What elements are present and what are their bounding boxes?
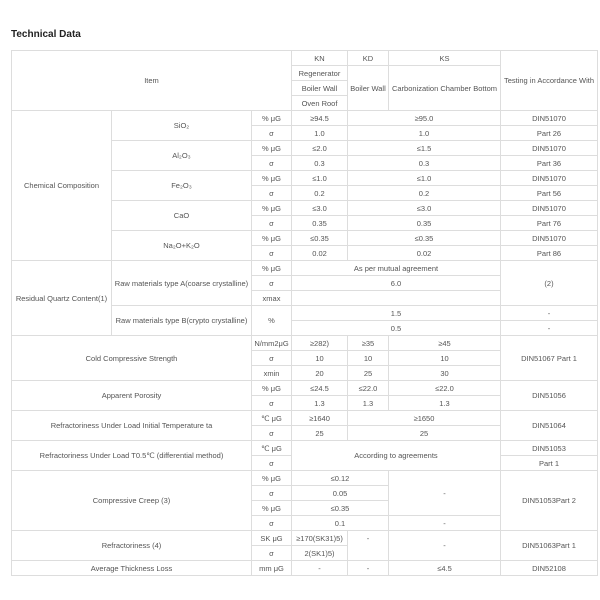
kd-value: ≥35 <box>348 336 389 351</box>
value <box>292 291 501 306</box>
oxide-name: Na₂O+K₂O <box>112 231 252 261</box>
ks-value: ≤4.5 <box>389 561 501 576</box>
kn-kd-value: ≤0.35 <box>292 501 389 516</box>
test-standard: Part 36 <box>501 156 598 171</box>
section-label: Cold Compressive Strength <box>12 336 252 381</box>
unit: xmin <box>252 366 292 381</box>
kn-value: ≤2.0 <box>292 141 348 156</box>
ks-value: 10 <box>389 351 501 366</box>
ks-value: - <box>389 516 501 531</box>
unit: σ <box>252 276 292 291</box>
kn-value: 2(SK1)5) <box>292 546 348 561</box>
section-label: Refractoriness (4) <box>12 531 252 561</box>
kn-value: 0.2 <box>292 186 348 201</box>
unit: % μG <box>252 201 292 216</box>
kn-value: ≥282) <box>292 336 348 351</box>
test-standard: - <box>501 321 598 336</box>
kn-value: 20 <box>292 366 348 381</box>
kd-value: ≤22.0 <box>348 381 389 396</box>
table-row <box>12 471 598 486</box>
unit: σ <box>252 156 292 171</box>
kd-ks-value: 0.2 <box>348 186 501 201</box>
unit: % μG <box>252 261 292 276</box>
section-label: Apparent Porosity <box>12 381 252 411</box>
kd-ks-value: ≥1650 <box>348 411 501 426</box>
material-type: Raw materials type B(crypto crystalline) <box>112 306 252 336</box>
unit: σ <box>252 516 292 531</box>
kd-value: - <box>348 531 389 561</box>
test-standard: Part 26 <box>501 126 598 141</box>
unit: σ <box>252 546 292 561</box>
kn-value: 0.02 <box>292 246 348 261</box>
test-standard: Part 86 <box>501 246 598 261</box>
table-row <box>12 411 598 426</box>
test-standard: DIN51070 <box>501 111 598 126</box>
test-standard: Part 56 <box>501 186 598 201</box>
table-row <box>12 561 598 576</box>
kn-use: Oven Roof <box>292 96 348 111</box>
kn-value: 1.3 <box>292 396 348 411</box>
test-standard: Part 1 <box>501 456 598 471</box>
kd-ks-value: ≥95.0 <box>348 111 501 126</box>
kd-value: 1.3 <box>348 396 389 411</box>
ks-value: ≤22.0 <box>389 381 501 396</box>
test-standard: DIN51070 <box>501 231 598 246</box>
kd-ks-value: 0.3 <box>348 156 501 171</box>
oxide-name: Fe₂O₃ <box>112 171 252 201</box>
unit: ℃ μG <box>252 441 292 456</box>
kn-use: Boiler Wall <box>292 81 348 96</box>
test-standard: DIN51067 Part 1 <box>501 336 598 381</box>
test-standard: DIN51063Part 1 <box>501 531 598 561</box>
table-row <box>12 336 598 351</box>
kd-value: - <box>348 561 389 576</box>
unit: N/mm2μG <box>252 336 292 351</box>
kd-ks-value: 0.35 <box>348 216 501 231</box>
value: As per mutual agreement <box>292 261 501 276</box>
ks-value: 30 <box>389 366 501 381</box>
kn-value: ≤3.0 <box>292 201 348 216</box>
table-row <box>12 111 598 126</box>
ks-use: Carbonization Chamber Bottom <box>389 66 501 111</box>
table-row <box>12 531 598 546</box>
unit: σ <box>252 186 292 201</box>
test-standard: (2) <box>501 261 598 306</box>
kn-value: 0.3 <box>292 156 348 171</box>
kn-kd-value: 0.05 <box>292 486 389 501</box>
oxide-name: Al₂O₃ <box>112 141 252 171</box>
table-row <box>12 381 598 396</box>
kd-ks-value: ≤0.35 <box>348 231 501 246</box>
kd-ks-value: 25 <box>348 426 501 441</box>
page-title: Technical Data <box>11 29 81 40</box>
kd-use: Boiler Wall <box>348 66 389 111</box>
unit: σ <box>252 246 292 261</box>
unit: % μG <box>252 231 292 246</box>
ks-value: - <box>389 471 501 516</box>
ks-value: 1.3 <box>389 396 501 411</box>
test-standard: DIN51070 <box>501 171 598 186</box>
ks-header: KS <box>389 51 501 66</box>
testing-header: Testing in Accordance With <box>501 51 598 111</box>
value: According to agreements <box>292 441 501 471</box>
kn-value: - <box>292 561 348 576</box>
value: 0.5 <box>292 321 501 336</box>
unit: % μG <box>252 141 292 156</box>
kn-value: ≤1.0 <box>292 171 348 186</box>
kd-ks-value: 1.0 <box>348 126 501 141</box>
kn-kd-value: 0.1 <box>292 516 389 531</box>
test-standard: DIN51053Part 2 <box>501 471 598 531</box>
material-type: Raw materials type A(coarse crystalline) <box>112 261 252 306</box>
unit: σ <box>252 396 292 411</box>
test-standard: DIN51064 <box>501 411 598 441</box>
kd-ks-value: ≤1.5 <box>348 141 501 156</box>
test-standard: DIN52108 <box>501 561 598 576</box>
unit: σ <box>252 456 292 471</box>
kd-ks-value: ≤3.0 <box>348 201 501 216</box>
test-standard: DIN51070 <box>501 141 598 156</box>
kd-value: 10 <box>348 351 389 366</box>
header-row <box>12 51 598 66</box>
oxide-name: CaO <box>112 201 252 231</box>
section-label: Average Thickness Loss <box>12 561 252 576</box>
value: 6.0 <box>292 276 501 291</box>
kn-value: ≥170(SK31)5) <box>292 531 348 546</box>
section-label: Refractoriness Under Load T0.5℃ (differential method) <box>12 441 252 471</box>
test-standard: DIN51053 <box>501 441 598 456</box>
test-standard: Part 76 <box>501 216 598 231</box>
value: 1.5 <box>292 306 501 321</box>
unit: % μG <box>252 111 292 126</box>
kn-value: ≥94.5 <box>292 111 348 126</box>
kd-ks-value: ≤1.0 <box>348 171 501 186</box>
kn-value: 25 <box>292 426 348 441</box>
unit: σ <box>252 216 292 231</box>
ks-value: ≥45 <box>389 336 501 351</box>
unit: xmax <box>252 291 292 306</box>
unit: σ <box>252 351 292 366</box>
section-label: Compressive Creep (3) <box>12 471 252 531</box>
unit: SK μG <box>252 531 292 546</box>
kd-value: 25 <box>348 366 389 381</box>
unit: σ <box>252 126 292 141</box>
kn-header: KN <box>292 51 348 66</box>
kn-kd-value: ≤0.12 <box>292 471 389 486</box>
unit: % <box>252 306 292 336</box>
unit: % μG <box>252 381 292 396</box>
unit: % μG <box>252 501 292 516</box>
kn-use: Regenerator <box>292 66 348 81</box>
kn-value: 1.0 <box>292 126 348 141</box>
kn-value: ≥1640 <box>292 411 348 426</box>
table-row <box>12 261 598 276</box>
table-row <box>12 441 598 456</box>
kn-value: ≤0.35 <box>292 231 348 246</box>
unit: σ <box>252 486 292 501</box>
technical-data-table <box>11 50 598 576</box>
test-standard: DIN51070 <box>501 201 598 216</box>
unit: ℃ μG <box>252 411 292 426</box>
unit: σ <box>252 426 292 441</box>
kn-value: ≤24.5 <box>292 381 348 396</box>
kd-ks-value: 0.02 <box>348 246 501 261</box>
kn-value: 0.35 <box>292 216 348 231</box>
unit: mm μG <box>252 561 292 576</box>
unit: % μG <box>252 471 292 486</box>
section-label: Residual Quartz Content(1) <box>12 261 112 336</box>
oxide-name: SiO₂ <box>112 111 252 141</box>
test-standard: DIN51056 <box>501 381 598 411</box>
kn-value: 10 <box>292 351 348 366</box>
test-standard: - <box>501 306 598 321</box>
unit: % μG <box>252 171 292 186</box>
item-header: Item <box>12 51 292 111</box>
section-label: Refractoriness Under Load Initial Temperature ta <box>12 411 252 441</box>
kd-header: KD <box>348 51 389 66</box>
section-label: Chemical Composition <box>12 111 112 261</box>
ks-value: - <box>389 531 501 561</box>
